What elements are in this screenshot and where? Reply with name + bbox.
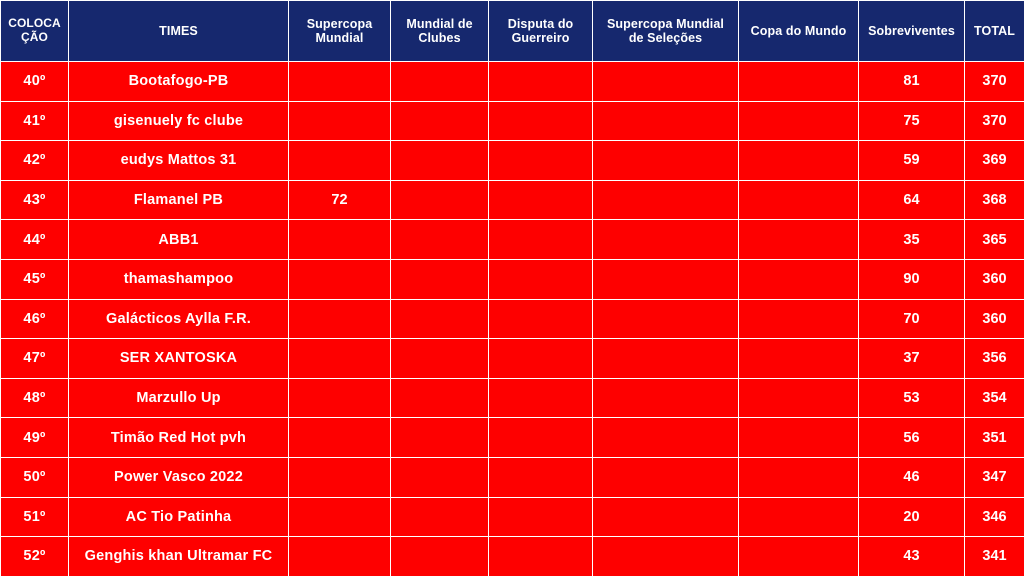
cell-time: Power Vasco 2022 [69,457,289,497]
cell-sobreviventes: 20 [859,497,965,537]
cell-total: 341 [965,537,1024,577]
table-row [1,62,1024,102]
cell-supercopa-mundial-de-selecoes [593,299,739,339]
table-row [1,378,1024,418]
cell-supercopa-mundial-de-selecoes [593,259,739,299]
table-header-row [1,1,1024,62]
cell-mundial-de-clubes [391,101,489,141]
cell-total: 368 [965,180,1024,220]
cell-disputa-do-guerreiro [489,537,593,577]
cell-mundial-de-clubes [391,220,489,260]
cell-supercopa-mundial [289,537,391,577]
cell-mundial-de-clubes [391,497,489,537]
cell-mundial-de-clubes [391,339,489,379]
cell-sobreviventes: 37 [859,339,965,379]
cell-copa-do-mundo [739,299,859,339]
cell-time: thamashampoo [69,259,289,299]
cell-colocacao: 50º [1,457,69,497]
cell-supercopa-mundial-de-selecoes [593,339,739,379]
cell-time: AC Tio Patinha [69,497,289,537]
cell-supercopa-mundial [289,101,391,141]
cell-colocacao: 45º [1,259,69,299]
column-header-supercopa-selecoes-line1: Supercopa Mundial [593,17,738,31]
column-header-mundial-de-clubes [391,1,489,62]
cell-sobreviventes: 90 [859,259,965,299]
cell-time: Marzullo Up [69,378,289,418]
column-header-sobreviventes: Sobreviventes [859,1,965,62]
cell-supercopa-mundial [289,220,391,260]
cell-mundial-de-clubes [391,141,489,181]
cell-sobreviventes: 56 [859,418,965,458]
cell-sobreviventes: 46 [859,457,965,497]
column-header-disputa-do-guerreiro [489,1,593,62]
cell-sobreviventes: 43 [859,537,965,577]
cell-mundial-de-clubes [391,62,489,102]
cell-disputa-do-guerreiro [489,62,593,102]
cell-supercopa-mundial-de-selecoes [593,141,739,181]
cell-mundial-de-clubes [391,299,489,339]
table-header [1,1,1024,62]
cell-time: gisenuely fc clube [69,101,289,141]
column-header-supercopa-selecoes-line2: de Seleções [593,31,738,45]
table-row [1,101,1024,141]
cell-supercopa-mundial-de-selecoes [593,457,739,497]
cell-disputa-do-guerreiro [489,101,593,141]
cell-supercopa-mundial-de-selecoes [593,62,739,102]
column-header-times: TIMES [69,1,289,62]
cell-copa-do-mundo [739,62,859,102]
cell-colocacao: 48º [1,378,69,418]
cell-time: Timão Red Hot pvh [69,418,289,458]
table-row [1,497,1024,537]
cell-supercopa-mundial-de-selecoes [593,537,739,577]
cell-copa-do-mundo [739,101,859,141]
cell-time: Flamanel PB [69,180,289,220]
cell-colocacao: 40º [1,62,69,102]
table-body [1,62,1024,577]
cell-total: 347 [965,457,1024,497]
cell-supercopa-mundial-de-selecoes [593,418,739,458]
cell-total: 360 [965,259,1024,299]
cell-supercopa-mundial [289,457,391,497]
cell-colocacao: 52º [1,537,69,577]
cell-time: ABB1 [69,220,289,260]
cell-time: Bootafogo-PB [69,62,289,102]
cell-copa-do-mundo [739,259,859,299]
table-row [1,220,1024,260]
column-header-supercopa-mundial-de-selecoes [593,1,739,62]
cell-total: 360 [965,299,1024,339]
cell-sobreviventes: 81 [859,62,965,102]
cell-supercopa-mundial [289,62,391,102]
table-row [1,180,1024,220]
cell-mundial-de-clubes [391,259,489,299]
column-header-mundial-de-clubes-line2: Clubes [391,31,488,45]
cell-colocacao: 43º [1,180,69,220]
cell-supercopa-mundial [289,141,391,181]
column-header-supercopa-mundial [289,1,391,62]
cell-copa-do-mundo [739,378,859,418]
cell-supercopa-mundial-de-selecoes [593,180,739,220]
cell-colocacao: 44º [1,220,69,260]
cell-copa-do-mundo [739,537,859,577]
cell-time: Genghis khan Ultramar FC [69,537,289,577]
cell-colocacao: 51º [1,497,69,537]
column-header-disputa-do-guerreiro-line1: Disputa do [489,17,592,31]
cell-disputa-do-guerreiro [489,418,593,458]
column-header-colocacao-line2: ÇÃO [1,31,68,45]
table-row [1,457,1024,497]
cell-mundial-de-clubes [391,537,489,577]
cell-supercopa-mundial: 72 [289,180,391,220]
cell-total: 365 [965,220,1024,260]
table-row [1,141,1024,181]
column-header-mundial-de-clubes-line1: Mundial de [391,17,488,31]
cell-supercopa-mundial [289,259,391,299]
column-header-supercopa-mundial-line1: Supercopa [289,17,390,31]
cell-disputa-do-guerreiro [489,141,593,181]
cell-sobreviventes: 59 [859,141,965,181]
cell-time: eudys Mattos 31 [69,141,289,181]
cell-copa-do-mundo [739,180,859,220]
cell-total: 370 [965,62,1024,102]
cell-mundial-de-clubes [391,378,489,418]
cell-disputa-do-guerreiro [489,378,593,418]
cell-disputa-do-guerreiro [489,299,593,339]
cell-colocacao: 41º [1,101,69,141]
column-header-supercopa-mundial-line2: Mundial [289,31,390,45]
cell-copa-do-mundo [739,339,859,379]
cell-time: SER XANTOSKA [69,339,289,379]
table-row [1,299,1024,339]
cell-total: 346 [965,497,1024,537]
cell-copa-do-mundo [739,418,859,458]
column-header-disputa-do-guerreiro-line2: Guerreiro [489,31,592,45]
cell-disputa-do-guerreiro [489,180,593,220]
cell-disputa-do-guerreiro [489,339,593,379]
cell-colocacao: 42º [1,141,69,181]
cell-copa-do-mundo [739,497,859,537]
cell-mundial-de-clubes [391,457,489,497]
cell-supercopa-mundial-de-selecoes [593,497,739,537]
cell-supercopa-mundial [289,418,391,458]
cell-colocacao: 49º [1,418,69,458]
cell-disputa-do-guerreiro [489,457,593,497]
cell-copa-do-mundo [739,220,859,260]
cell-time: Galácticos Aylla F.R. [69,299,289,339]
table-row [1,339,1024,379]
cell-total: 369 [965,141,1024,181]
column-header-total: TOTAL [965,1,1024,62]
cell-supercopa-mundial-de-selecoes [593,378,739,418]
column-header-copa-do-mundo: Copa do Mundo [739,1,859,62]
cell-disputa-do-guerreiro [489,497,593,537]
column-header-colocacao [1,1,69,62]
cell-mundial-de-clubes [391,180,489,220]
column-header-colocacao-line1: COLOCA [1,17,68,31]
cell-colocacao: 47º [1,339,69,379]
cell-disputa-do-guerreiro [489,220,593,260]
table-row [1,537,1024,577]
cell-colocacao: 46º [1,299,69,339]
cell-disputa-do-guerreiro [489,259,593,299]
cell-sobreviventes: 53 [859,378,965,418]
cell-supercopa-mundial [289,339,391,379]
table-row [1,259,1024,299]
table-row [1,418,1024,458]
cell-total: 354 [965,378,1024,418]
cell-supercopa-mundial [289,378,391,418]
cell-supercopa-mundial-de-selecoes [593,101,739,141]
cell-sobreviventes: 75 [859,101,965,141]
cell-copa-do-mundo [739,141,859,181]
cell-supercopa-mundial [289,497,391,537]
cell-total: 356 [965,339,1024,379]
cell-supercopa-mundial-de-selecoes [593,220,739,260]
cell-total: 370 [965,101,1024,141]
cell-supercopa-mundial [289,299,391,339]
cell-copa-do-mundo [739,457,859,497]
cell-sobreviventes: 35 [859,220,965,260]
cell-mundial-de-clubes [391,418,489,458]
cell-sobreviventes: 70 [859,299,965,339]
cell-sobreviventes: 64 [859,180,965,220]
cell-total: 351 [965,418,1024,458]
